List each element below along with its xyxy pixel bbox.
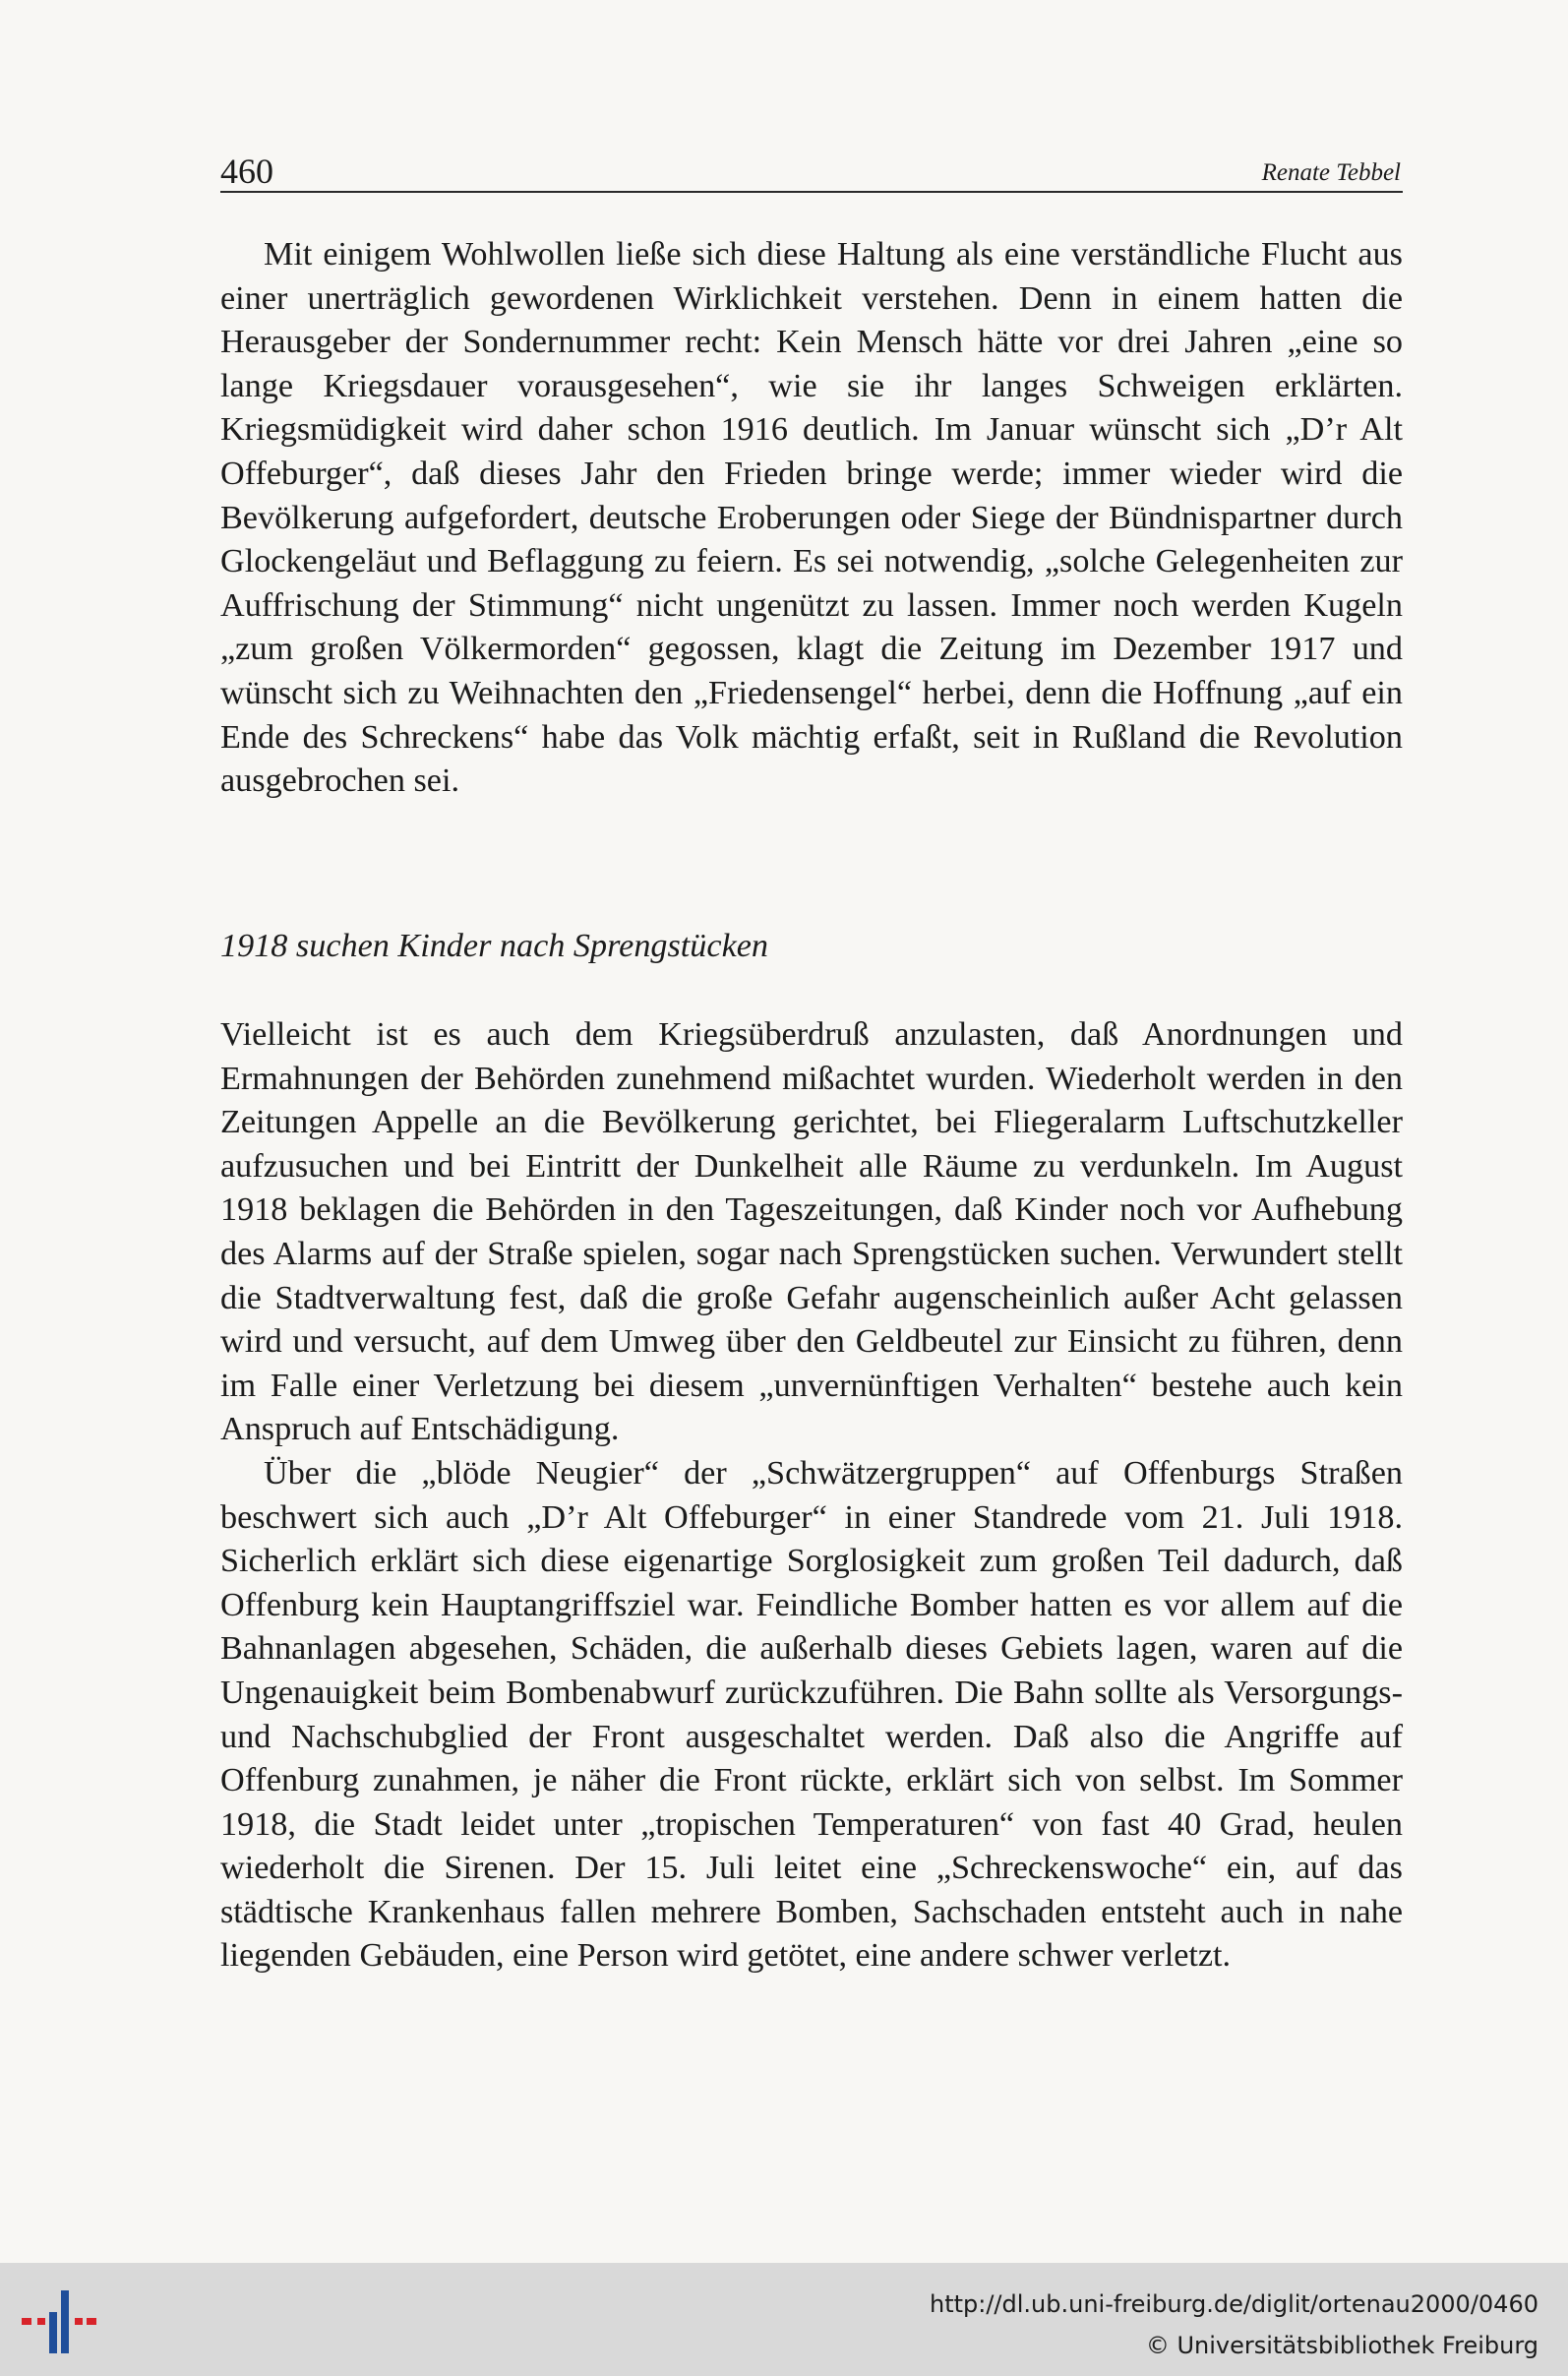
running-head-author: Renate Tebbel <box>1261 159 1401 186</box>
viewer-footer <box>0 2263 1568 2376</box>
ub-freiburg-logo-icon <box>22 2290 98 2353</box>
paragraph: Mit einigem Wohlwollen ließe sich diese Haltung als eine verständliche Flucht aus einer unerträglich gewordenen Wirklichkeit verstehen. Denn in einem hatten die Herausgeber der Sondernummer recht: Kein Mensch hätte vor drei Jahren „eine so lange Kriegsdauer vorausgesehen“, wie sie ihr langes Schweigen erklärten. Kriegsmüdigkeit wird daher schon 1916 deutlich. Im Januar wünscht sich „D’r Alt Offeburger“, daß dieses Jahr den Frieden bringe werde; immer wieder wird die Bevölkerung aufgefordert, deutsche Eroberungen oder Siege der Bündnispartner durch Glockengeläut und Beflaggung zu feiern. Es sei notwendig, „solche Gelegenheiten zur Auffrischung der Stimmung“ nicht ungenützt zu lassen. Immer noch werden Kugeln „zum großen Völkermorden“ gegossen, klagt die Zeitung im Dezember 1917 und wünscht sich zu Weihnachten den „Friedensengel“ herbei, denn die Hoffnung „auf ein Ende des Schreckens“ habe das Volk mächtig erfaßt, seit in Rußland die Revolution ausgebrochen sei. <box>220 236 1403 800</box>
section-heading: 1918 suchen Kinder nach Sprengstücken <box>220 928 769 964</box>
permalink-url[interactable]: http://dl.ub.uni-freiburg.de/diglit/ortenau2000/0460 <box>929 2290 1538 2318</box>
body-text-section-1 <box>220 233 1403 804</box>
copyright-notice: © Universitätsbibliothek Freiburg <box>1145 2332 1538 2359</box>
paragraph: Vielleicht ist es auch dem Kriegsüberdruß anzulasten, daß Anordnungen und Ermahnungen der Behörden zunehmend mißachtet wurden. Wiederholt werden in den Zeitungen Appelle an die Bevölkerung gerichtet, bei Fliegeralarm Luftschutzkeller aufzusuchen und bei Eintritt der Dunkelheit alle Räume zu verdunkeln. Im August 1918 beklagen die Behörden in den Tageszeitungen, daß Kinder noch vor Aufhebung des Alarms auf der Straße spielen, sogar nach Sprengstücken suchen. Verwundert stellt die Stadtverwaltung fest, daß die große Gefahr augenscheinlich außer Acht gelassen wird und versucht, auf dem Umweg über den Geldbeutel zur Einsicht zu führen, denn im Falle einer Verletzung bei diesem „unvernünftigen Verhalten“ bestehe auch kein Anspruch auf Entschädigung. <box>220 1016 1403 1448</box>
page-number: 460 <box>220 152 273 191</box>
paragraph: Über die „blöde Neugier“ der „Schwätzergruppen“ auf Offenburgs Straßen beschwert sich auch „D’r Alt Offeburger“ in einer Standrede vom 21. Juli 1918. Sicherlich erklärt sich diese eigenartige Sorglosigkeit zum großen Teil dadurch, daß Offenburg kein Hauptangriffsziel war. Feindliche Bomber hatten es vor allem auf die Bahnanlagen abgesehen, Schäden, die außerhalb dieses Gebiets lagen, waren auf die Ungenauigkeit beim Bombenabwurf zurückzuführen. Die Bahn sollte als Versorgungs- und Nachschubglied der Front ausgeschaltet werden. Daß also die Angriffe auf Offenburg zunahmen, je näher die Front rückte, erklärt sich von selbst. Im Sommer 1918, die Stadt leidet unter „tropischen Temperaturen“ von fast 40 Grad, heulen wiederholt die Sirenen. Der 15. Juli leitet eine „Schreckenswoche“ ein, auf das städtische Krankenhaus fallen mehrere Bomben, Sachschaden entsteht auch in nahe liegenden Gebäuden, eine Person wird getötet, eine andere schwer verletzt. <box>220 1454 1403 1975</box>
running-head <box>220 148 1403 193</box>
body-text-section-2 <box>220 1013 1403 1979</box>
